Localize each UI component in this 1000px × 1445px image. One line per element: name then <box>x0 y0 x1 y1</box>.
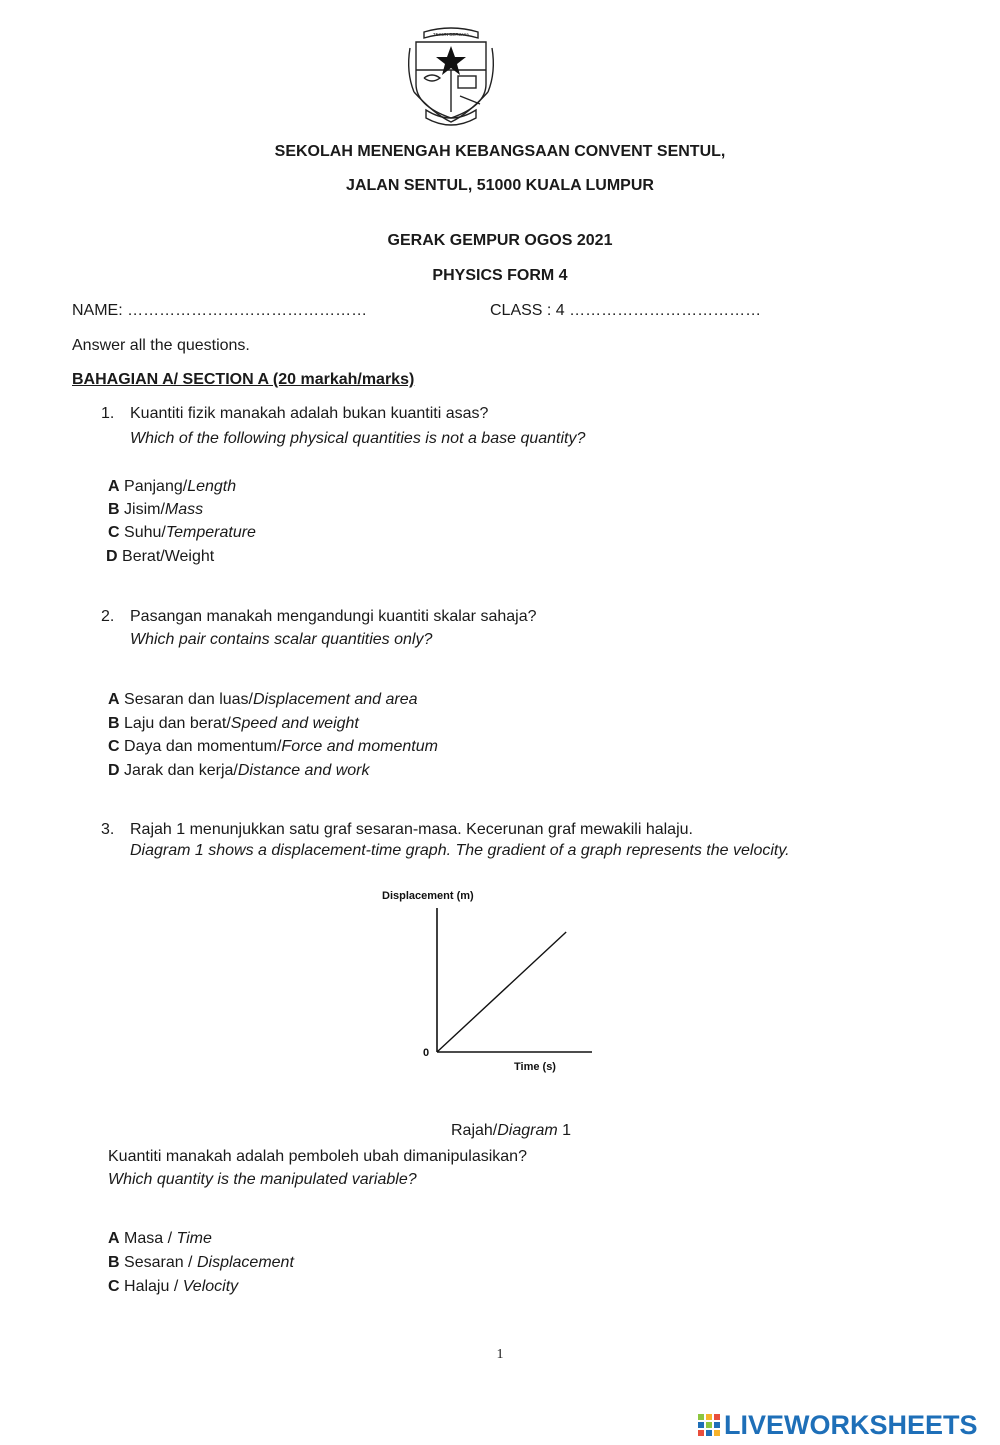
class-field[interactable]: CLASS : 4 ……………………………… <box>490 302 762 319</box>
q2-option-a[interactable]: A Sesaran dan luas/Displacement and area <box>108 691 418 708</box>
crest-motto: TEKUN BERJAYA <box>432 32 470 37</box>
question-1-number: 1. <box>101 405 115 422</box>
q1-option-d[interactable]: D Berat/Weight <box>106 548 215 565</box>
q2-option-b[interactable]: B Laju dan berat/Speed and weight <box>108 715 359 732</box>
q3-option-b[interactable]: B Sesaran / Displacement <box>108 1254 294 1271</box>
question-1-text-ms: Kuantiti fizik manakah adalah bukan kuantiti asas? <box>130 405 489 422</box>
subject-title: PHYSICS FORM 4 <box>432 267 568 284</box>
page-number: 1 <box>496 1347 504 1362</box>
q1-option-a[interactable]: A Panjang/Length <box>108 478 237 495</box>
school-crest-logo <box>404 22 498 130</box>
q3-option-a[interactable]: A Masa / Time <box>108 1230 212 1247</box>
question-2-number: 2. <box>101 608 115 625</box>
displacement-time-graph <box>378 886 602 1076</box>
name-field[interactable]: NAME: ……………………………………… <box>72 302 368 319</box>
q1-option-b[interactable]: B Jisim/Mass <box>108 501 204 518</box>
instruction: Answer all the questions. <box>72 337 250 354</box>
q2-option-d[interactable]: D Jarak dan kerja/Distance and work <box>108 762 370 779</box>
question-3-text-ms: Rajah 1 menunjukkan satu graf sesaran-masa. Kecerunan graf mewakili halaju. <box>130 821 693 838</box>
q1-option-c[interactable]: C Suhu/Temperature <box>108 524 256 541</box>
graph-origin-label: 0 <box>423 1047 430 1059</box>
question-3-sub-en: Which quantity is the manipulated variable? <box>108 1171 417 1188</box>
q3-option-c[interactable]: C Halaju / Velocity <box>108 1278 239 1295</box>
q2-option-c[interactable]: C Daya dan momentum/Force and momentum <box>108 738 438 755</box>
question-3-text-en: Diagram 1 shows a displacement-time graph. The gradient of a graph represents the velocity. <box>130 842 790 859</box>
question-3-number: 3. <box>101 821 115 838</box>
question-2-text-ms: Pasangan manakah mengandungi kuantiti skalar sahaja? <box>130 608 537 625</box>
diagram-caption: Rajah/Diagram 1 <box>451 1122 572 1139</box>
exam-title: GERAK GEMPUR OGOS 2021 <box>387 232 613 249</box>
school-name: SEKOLAH MENENGAH KEBANGSAAN CONVENT SENTUL, <box>274 143 726 160</box>
section-title: BAHAGIAN A/ SECTION A (20 markah/marks) <box>72 371 415 388</box>
question-3-sub-ms: Kuantiti manakah adalah pemboleh ubah dimanipulasikan? <box>108 1148 527 1165</box>
school-address: JALAN SENTUL, 51000 KUALA LUMPUR <box>346 177 654 194</box>
liveworksheets-logo[interactable] <box>698 1410 994 1440</box>
graph-x-axis-label: Time (s) <box>514 1061 556 1073</box>
liveworksheets-brand: LIVEWORKSHEETS <box>724 1410 978 1440</box>
graph-y-axis-label: Displacement (m) <box>382 890 474 902</box>
question-1-text-en: Which of the following physical quantities is not a base quantity? <box>130 430 586 447</box>
question-2-text-en: Which pair contains scalar quantities only? <box>130 631 433 648</box>
graph-series-line <box>437 932 566 1052</box>
liveworksheets-grid-icon <box>698 1414 720 1436</box>
